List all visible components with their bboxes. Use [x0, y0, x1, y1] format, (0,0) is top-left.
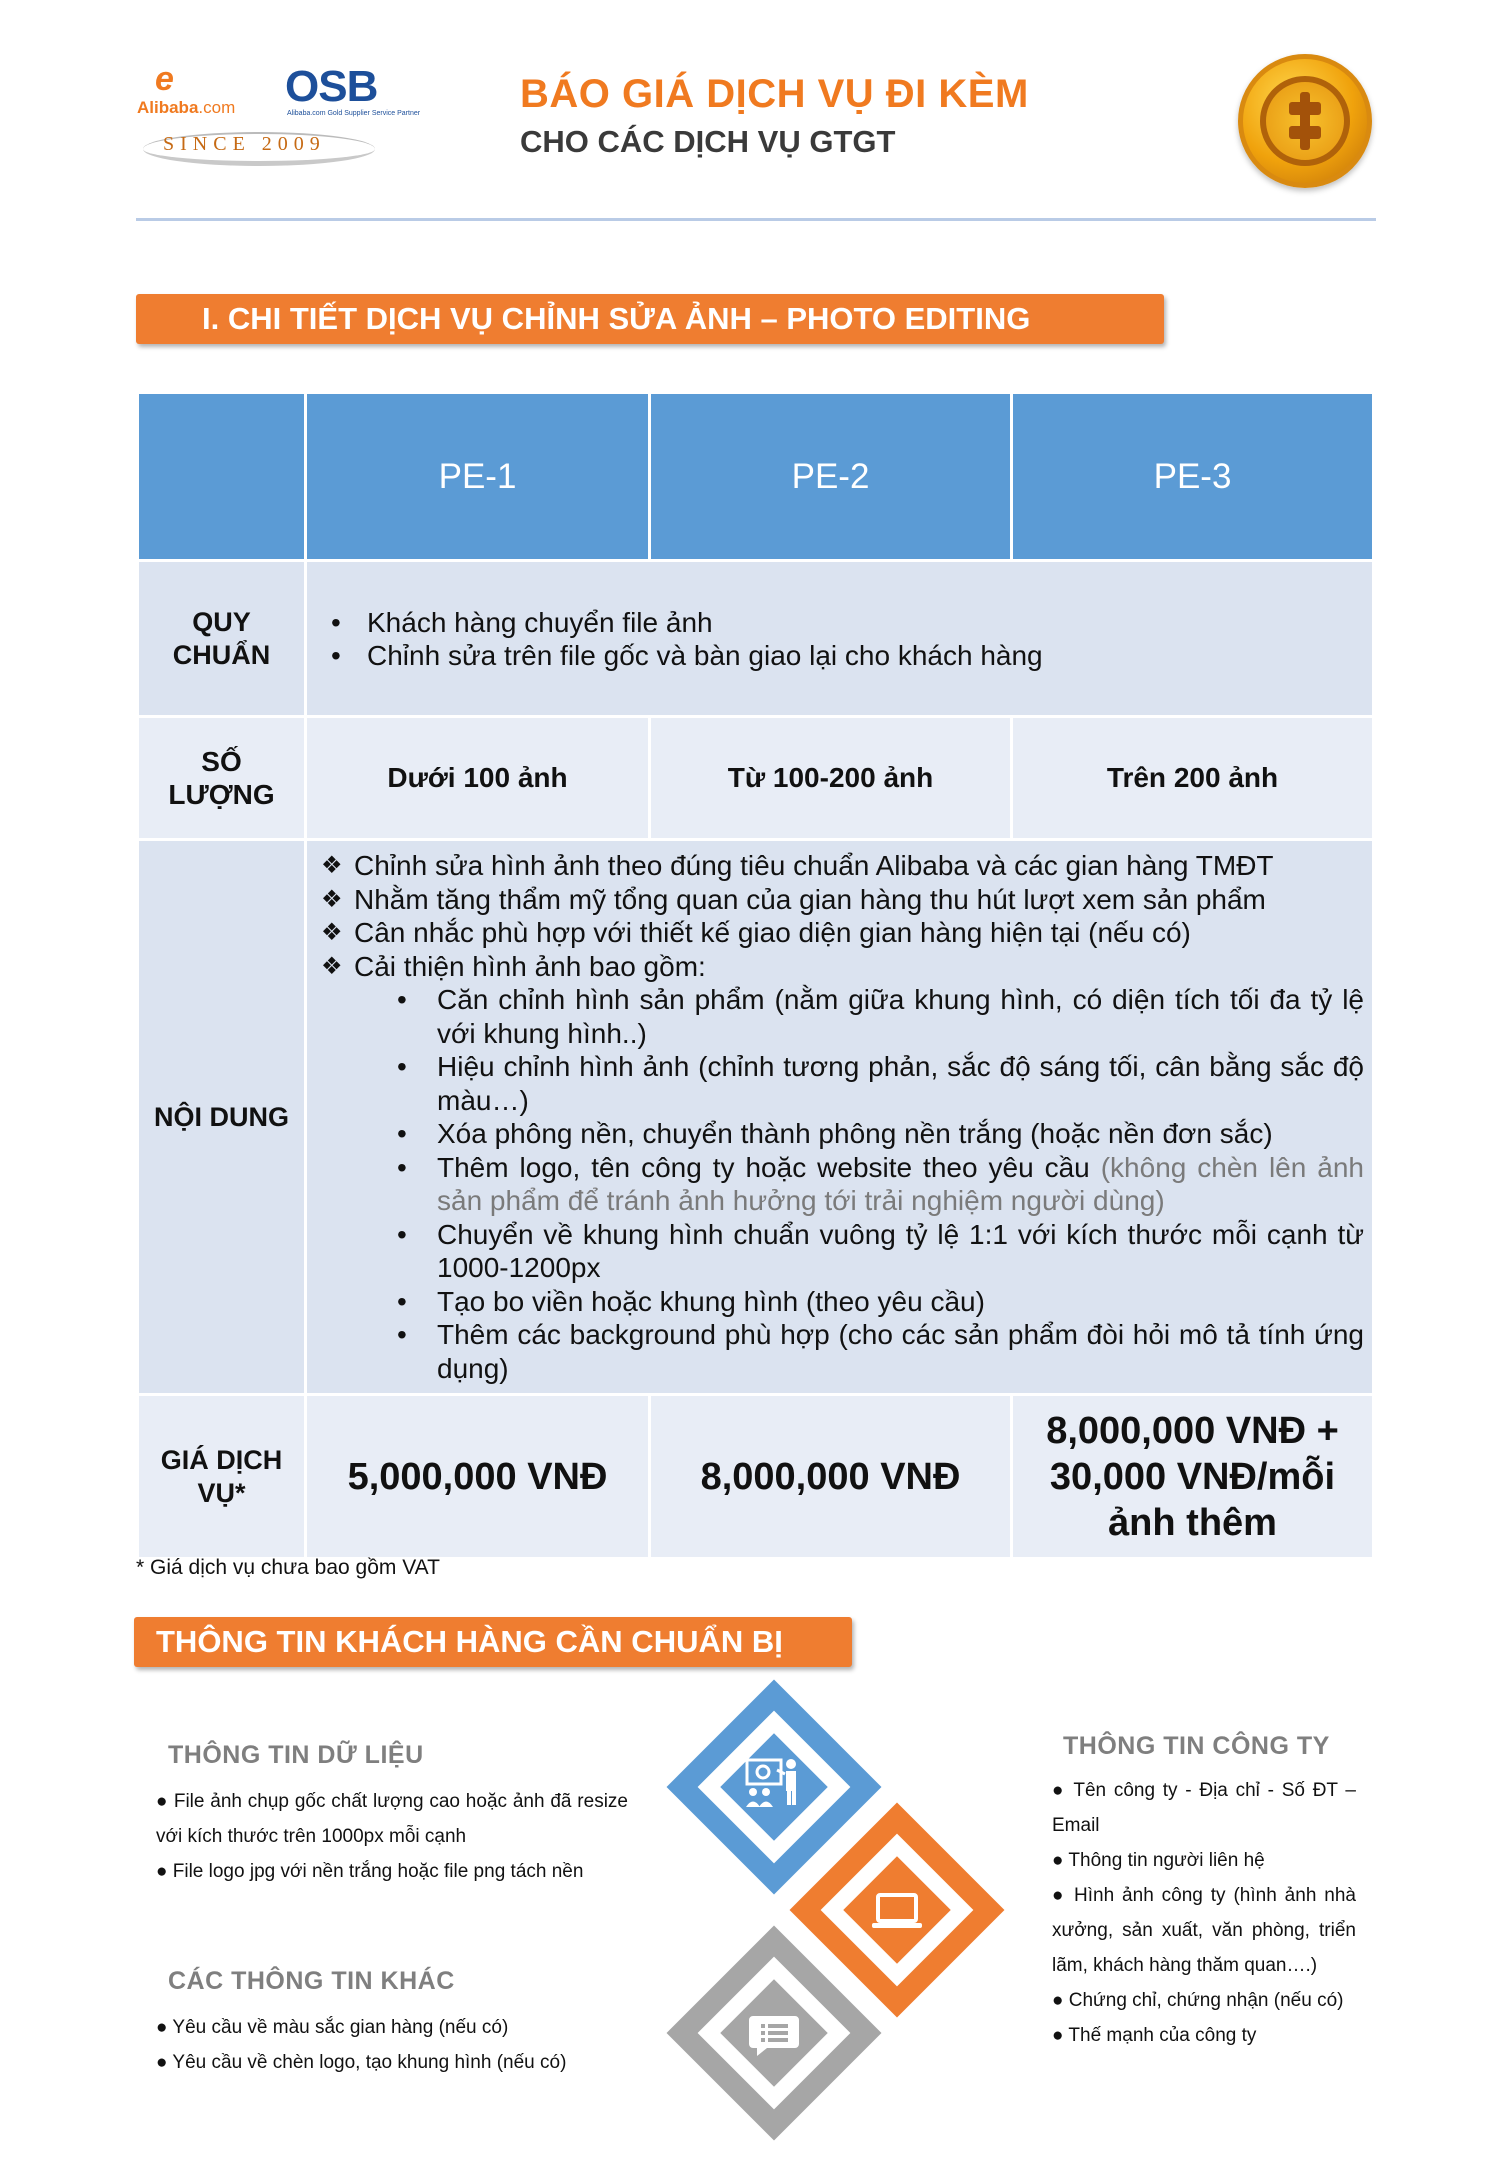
header-empty-cell [138, 393, 306, 561]
alibaba-logo-mark: e [155, 60, 174, 98]
gold-coin-icon [1238, 54, 1372, 188]
table-header-row [138, 393, 1374, 561]
header-divider [136, 218, 1376, 221]
price-pe3: 8,000,000 VNĐ + 30,000 VNĐ/mỗi ảnh thêm [1012, 1395, 1374, 1559]
row-quy-chuan [138, 561, 1374, 717]
vat-footnote: * Giá dịch vụ chưa bao gồm VAT [136, 1556, 440, 1579]
list-item: • Căn chỉnh hình sản phẩm (nằm giữa khung hình, có diện tích tối đa tỷ lệ với khung hình..) [397, 983, 1364, 1050]
info-du-lieu-title: THÔNG TIN DỮ LIỆU [168, 1741, 424, 1769]
list-item: • Xóa phông nền, chuyển thành phông nền trắng (hoặc nền đơn sắc) [397, 1117, 1364, 1151]
list-item: • Tạo bo viền hoặc khung hình (theo yêu cầu) [397, 1285, 1364, 1319]
osb-logo: OSB [285, 62, 378, 111]
so-luong-pe3: Trên 200 ảnh [1012, 717, 1374, 840]
info-cong-ty-title: THÔNG TIN CÔNG TY [1063, 1732, 1330, 1760]
list-item: ❖ Cải thiện hình ảnh bao gồm: [317, 950, 1364, 984]
list-item: ● Hình ảnh công ty (hình ảnh nhà xưởng, sản xuất, văn phòng, triển lãm, khách hàng thăm quan….) [1052, 1885, 1356, 1976]
list-item: • Chỉnh sửa trên file gốc và bàn giao lại cho khách hàng [321, 639, 1372, 672]
column-header-pe2: PE-2 [650, 393, 1012, 561]
page-subtitle: CHO CÁC DỊCH VỤ GTGT [520, 124, 896, 159]
list-item: ● Yêu cầu về màu sắc gian hàng (nếu có) [156, 2017, 509, 2038]
since-2009-label: SINCE 2009 [163, 133, 326, 155]
row-gia-dich-vu [138, 1395, 1374, 1559]
list-item: ❖ Cân nhắc phù hợp với thiết kế giao diện gian hàng hiện tại (nếu có) [317, 916, 1364, 950]
quy-chuan-content [306, 561, 1374, 717]
so-luong-pe1: Dưới 100 ảnh [306, 717, 650, 840]
info-du-lieu-list [156, 1784, 628, 1889]
noi-dung-content [306, 840, 1374, 1395]
list-item: • Chuyển về khung hình chuẩn vuông tỷ lệ 1:1 với kích thước mỗi cạnh từ 1000-1200px [397, 1218, 1364, 1285]
page-title: BÁO GIÁ DỊCH VỤ ĐI KÈM [520, 72, 1029, 116]
list-item: ● Tên công ty - Địa chỉ - Số ĐT – Email [1052, 1780, 1356, 1836]
presentation-icon [739, 1752, 809, 1822]
list-item: • Khách hàng chuyển file ảnh [321, 606, 1372, 639]
price-pe2: 8,000,000 VNĐ [650, 1395, 1012, 1559]
list-item: ● File logo jpg với nền trắng hoặc file png tách nền [156, 1861, 584, 1882]
list-item: ❖ Chỉnh sửa hình ảnh theo đúng tiêu chuẩn Alibaba và các gian hàng TMĐT [317, 849, 1364, 883]
so-luong-pe2: Từ 100-200 ảnh [650, 717, 1012, 840]
row-label-so-luong: SỐ LƯỢNG [138, 717, 306, 840]
alibaba-logo-text: Alibaba.com [137, 98, 236, 117]
price-pe1: 5,000,000 VNĐ [306, 1395, 650, 1559]
list-item: • Hiệu chỉnh hình ảnh (chỉnh tương phản, sắc độ sáng tối, cân bằng sắc độ màu…) [397, 1050, 1364, 1117]
company-logos [135, 58, 421, 168]
info-khac-list [156, 2010, 636, 2080]
row-label-gia-dich-vu: GIÁ DỊCH VỤ* [138, 1395, 306, 1559]
list-item: • Thêm các background phù hợp (cho các sản phẩm đòi hỏi mô tả tính ứng dụng) [397, 1318, 1364, 1385]
laptop-icon [862, 1875, 932, 1945]
list-item: • Thêm logo, tên công ty hoặc website theo yêu cầu (không chèn lên ảnh sản phẩm để tránh ảnh hưởng tới trải nghiệm người dùng) [397, 1151, 1364, 1218]
list-item: ❖ Nhằm tăng thẩm mỹ tổng quan của gian hàng thu hút lượt xem sản phẩm [317, 883, 1364, 917]
row-so-luong [138, 717, 1374, 840]
row-label-noi-dung: NỘI DUNG [138, 840, 306, 1395]
list-item: ● Thông tin người liên hệ [1052, 1850, 1265, 1871]
section-customer-info-heading: THÔNG TIN KHÁCH HÀNG CẦN CHUẨN BỊ [134, 1617, 852, 1667]
section-photo-editing-heading: I. CHI TIẾT DỊCH VỤ CHỈNH SỬA ẢNH – PHOTO EDITING [136, 294, 1164, 344]
info-khac-title: CÁC THÔNG TIN KHÁC [168, 1967, 455, 1995]
info-cong-ty-list [1052, 1773, 1356, 2053]
list-item: ● Yêu cầu về chèn logo, tạo khung hình (nếu có) [156, 2052, 567, 2073]
chat-icon [739, 1998, 809, 2068]
list-item: ● Chứng chỉ, chứng nhận (nếu có) [1052, 1990, 1344, 2011]
pricing-table [136, 391, 1375, 1560]
list-item: ● File ảnh chụp gốc chất lượng cao hoặc ảnh đã resize với kích thước trên 1000px mỗi cạnh [156, 1791, 628, 1847]
row-noi-dung [138, 840, 1374, 1395]
list-item: ● Thế mạnh của công ty [1052, 2025, 1257, 2046]
osb-tagline: Alibaba.com Gold Supplier Service Partner [287, 110, 421, 117]
column-header-pe1: PE-1 [306, 393, 650, 561]
row-label-quy-chuan: QUY CHUẨN [138, 561, 306, 717]
column-header-pe3: PE-3 [1012, 393, 1374, 561]
